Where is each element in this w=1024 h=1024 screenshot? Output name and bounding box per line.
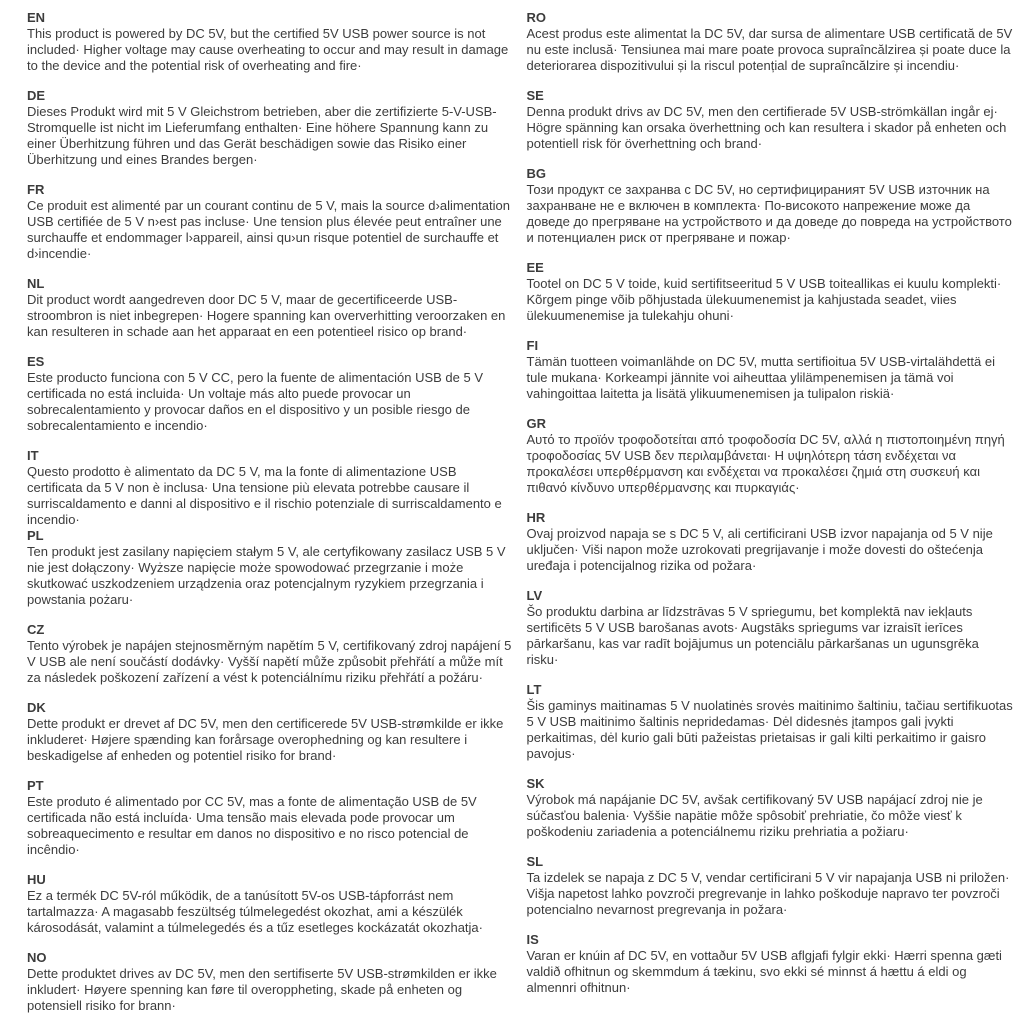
language-code: GR bbox=[526, 416, 546, 431]
warning-text: Ovaj proizvod napaja se s DC 5 V, ali certificirani USB izvor napajanja od 5 V nije uključen· Viši napon može uzrokovati pregrijavanje i može dovesti do oštećenja uređaja i potencijalnog rizika od požara· bbox=[526, 526, 993, 573]
language-block-no bbox=[27, 950, 515, 1014]
language-code: ES bbox=[27, 354, 45, 369]
warning-column-left bbox=[27, 10, 515, 1024]
warning-text: Dette produkt er drevet af DC 5V, men den certificerede 5V USB-strømkilde er ikke inkluderet· Højere spænding kan forårsage overophedning og kan resultere i beskadigelse af enheden og potentiel risiko for brand· bbox=[27, 716, 504, 763]
language-block-fr bbox=[27, 182, 515, 262]
language-block-is bbox=[527, 932, 1015, 996]
language-block-en bbox=[27, 10, 515, 74]
language-code: FI bbox=[526, 338, 539, 353]
warning-text: Dette produktet drives av DC 5V, men den sertifiserte 5V USB-strømkilden er ikke inkludert· Høyere spenning kan føre til overoppheting, skade på enheten og potensiell risiko for brann· bbox=[27, 966, 497, 1013]
warning-text: Ez a termék DC 5V-ról működik, de a tanúsított 5V-os USB-tápforrást nem tartalmazza· A magasabb feszültség túlmelegedést okozhat, ami a készülék károsodását, valamint a túlmelegedés és a tűz esetleges kockázatát okozhatja· bbox=[27, 888, 483, 935]
language-code: SK bbox=[526, 776, 545, 791]
language-block-nl bbox=[27, 276, 515, 340]
language-code: HR bbox=[526, 510, 546, 525]
warning-text: Tento výrobek je napájen stejnosměrným napětím 5 V, certifikovaný zdroj napájení 5 V USB ale není součástí dodávky· Vyšší napětí může způsobit přehřátí a může mít za následek poškození zařízení a vést k potenciálnímu riziku přehřátí a požáru· bbox=[27, 638, 512, 685]
warning-text: Questo prodotto è alimentato da DC 5 V, ma la fonte di alimentazione USB certificata da 5 V non è inclusa· Una tensione più elevata potrebbe causare il surriscaldamento e danni al dispositivo e il rischio potenziale di surriscaldamento e incendio· bbox=[27, 464, 502, 527]
warning-text: This product is powered by DC 5V, but the certified 5V USB power source is not included· Higher voltage may cause overheating to occur and may result in damage to the device and the potential risk of overheating and fire· bbox=[27, 26, 509, 73]
language-code: IS bbox=[526, 932, 539, 947]
language-code: PT bbox=[27, 778, 44, 793]
warning-text: Este producto funciona con 5 V CC, pero la fuente de alimentación USB de 5 V certificada no está incluida· Un voltaje más alto puede provocar un sobrecalentamiento y provocar daños en el dispositivo y un posible riesgo de sobrecalentamiento e incendio· bbox=[27, 370, 483, 433]
language-block-bg bbox=[527, 166, 1015, 246]
warning-text: Dieses Produkt wird mit 5 V Gleichstrom betrieben, aber die zertifizierte 5-V-USB-Stromquelle ist nicht im Lieferumfang enthalten· Eine höhere Spannung kann zu einer Überhitzung führen und das Gerät beschädigen sowie das Risiko einer Überhitzung und eines Brandes bergen· bbox=[27, 104, 497, 167]
language-code: EN bbox=[27, 10, 46, 25]
warning-text: Varan er knúin af DC 5V, en vottaður 5V USB aflgjafi fylgir ekki· Hærri spenna gæti valdið ofhitnun og skemmdum á tækinu, svo ekki sé minnst á hættu á eldi og almennri ofhitnun· bbox=[526, 948, 1002, 995]
language-block-sl bbox=[527, 854, 1015, 918]
warning-text: Dit product wordt aangedreven door DC 5 V, maar de gecertificeerde USB-stroombron is niet inbegrepen· Hogere spanning kan oververhitting veroorzaken en kan resulteren in schade aan het apparaat en een potentieel risico op brand· bbox=[27, 292, 506, 339]
language-code: SE bbox=[526, 88, 544, 103]
language-code: BG bbox=[526, 166, 546, 181]
language-code: PL bbox=[27, 528, 44, 543]
warning-text: Tootel on DC 5 V toide, kuid sertifitseeritud 5 V USB toiteallikas ei kuulu komplekti· Kõrgem pinge võib põhjustada ülekuumenemist ja kahjustada seadet, viies ülekuumenemise ja tulekahju ohuni· bbox=[526, 276, 1002, 323]
language-code: EE bbox=[526, 260, 544, 275]
warning-text: Este produto é alimentado por CC 5V, mas a fonte de alimentação USB de 5V certificada não está incluída· Uma tensão mais elevada pode provocar um sobreaquecimento e resultar em danos no dispositivo e no risco potencial de incêndio· bbox=[27, 794, 477, 857]
language-block-pl bbox=[27, 528, 515, 608]
warning-text: Výrobok má napájanie DC 5V, avšak certifikovaný 5V USB napájací zdroj nie je súčasťou balenia· Vyššie napätie môže spôsobiť prehriatie, čo môže viesť k poškodeniu zariadenia a potenciálnemu riziku prehriatia a požiaru· bbox=[526, 792, 983, 839]
warning-text: Šis gaminys maitinamas 5 V nuolatinės srovės maitinimo šaltiniu, tačiau sertifikuotas 5 V USB maitinimo šaltinis nepridedamas· Dėl didesnės įtampos gali įvykti perkaitimas, dėl kurio gali būti pažeistas prietaisas ir gali kilti perkaitimo ir gaisro pavojus· bbox=[526, 698, 1013, 761]
language-block-fi bbox=[527, 338, 1015, 402]
language-block-pt bbox=[27, 778, 515, 858]
warning-text: Šo produktu darbina ar līdzstrāvas 5 V spriegumu, bet komplektā nav iekļauts sertificēts 5 V USB barošanas avots· Augstāks spriegums var izraisīt ierīces pārkaršanu, kas var radīt bojājumus un potenciālu pārkaršanas un ugunsgrēka risku· bbox=[526, 604, 979, 667]
warning-text: Този продукт се захранва с DC 5V, но сертифицираният 5V USB източник на захранване не е включен в комплекта· По-високото напрежение може да доведе до прегряване на устройството и да доведе до повреда на устройството и потенциален риск от прегряване и пожар· bbox=[526, 182, 1012, 245]
language-code: NL bbox=[27, 276, 45, 291]
language-code: HU bbox=[27, 872, 46, 887]
language-code: DK bbox=[27, 700, 46, 715]
language-block-dk bbox=[27, 700, 515, 764]
language-code: LV bbox=[526, 588, 543, 603]
language-block-sk bbox=[527, 776, 1015, 840]
language-block-it bbox=[27, 448, 515, 528]
warning-text: Denna produkt drivs av DC 5V, men den certifierade 5V USB-strömkällan ingår ej· Högre spänning kan orsaka överhettning och kan resultera i skador på enheten och potentiell risk för överhettning och brand· bbox=[526, 104, 1007, 151]
language-block-ro bbox=[527, 10, 1015, 74]
warning-text: Ce produit est alimenté par un courant continu de 5 V, mais la source d›alimentation USB certifiée de 5 V n›est pas incluse· Une tension plus élevée peut entraîner une surchauffe et endommager l›appareil, ainsi qu›un risque potentiel de surchauffe et d›incendie· bbox=[27, 198, 510, 261]
language-block-hu bbox=[27, 872, 515, 936]
language-code: DE bbox=[27, 88, 46, 103]
language-code: NO bbox=[27, 950, 47, 965]
warning-text: Acest produs este alimentat la DC 5V, dar sursa de alimentare USB certificată de 5V nu este inclusă· Tensiunea mai mare poate provoca supraîncălzirea și poate duce la deteriorarea dispozitivului și la riscul potențial de supraîncălzire și incendiu· bbox=[526, 26, 1013, 73]
language-block-hr bbox=[527, 510, 1015, 574]
language-code: CZ bbox=[27, 622, 45, 637]
language-block-cz bbox=[27, 622, 515, 686]
warning-column-right bbox=[527, 10, 1015, 1024]
language-code: SL bbox=[526, 854, 544, 869]
language-block-se bbox=[527, 88, 1015, 152]
warning-text: Ten produkt jest zasilany napięciem stałym 5 V, ale certyfikowany zasilacz USB 5 V nie jest dołączony· Wyższe napięcie może spowodować przegrzanie i może skutkować uszkodzeniem urządzenia oraz potencjalnym ryzykiem przegrzania i powstania pożaru· bbox=[27, 544, 506, 607]
language-block-lt bbox=[527, 682, 1015, 762]
language-code: FR bbox=[27, 182, 45, 197]
language-code: LT bbox=[526, 682, 542, 697]
warning-text: Αυτό το προϊόν τροφοδοτείται από τροφοδοσία DC 5V, αλλά η πιστοποιημένη πηγή τροφοδοσίας 5V USB δεν περιλαμβάνεται· Η υψηλότερη τάση ενδέχεται να προκαλέσει υπερθέρμανση και ενδέχεται να προκαλέσει ζημιά στη συσκευή και πιθανό κίνδυνο υπερθέρμανσης και πυρκαγιάς· bbox=[526, 432, 1005, 495]
language-block-de bbox=[27, 88, 515, 168]
language-block-es bbox=[27, 354, 515, 434]
language-code: IT bbox=[27, 448, 39, 463]
warning-text: Ta izdelek se napaja z DC 5 V, vendar certificirani 5 V vir napajanja USB ni priložen· Višja napetost lahko povzroči pregrevanje in lahko poškoduje napravo ter povzroči potencialno nevarnost pregrevanja in požara· bbox=[526, 870, 1010, 917]
language-block-ee bbox=[527, 260, 1015, 324]
warning-text: Tämän tuotteen voimanlähde on DC 5V, mutta sertifioitua 5V USB-virtalähdettä ei tule mukana· Korkeampi jännite voi aiheuttaa ylilämpenemisen ja tämä voi vahingoittaa laitetta ja lisätä ylikuumenemisen ja tulipalon riskiä· bbox=[526, 354, 995, 401]
language-code: RO bbox=[526, 10, 546, 25]
language-block-lv bbox=[527, 588, 1015, 668]
language-block-gr bbox=[527, 416, 1015, 496]
